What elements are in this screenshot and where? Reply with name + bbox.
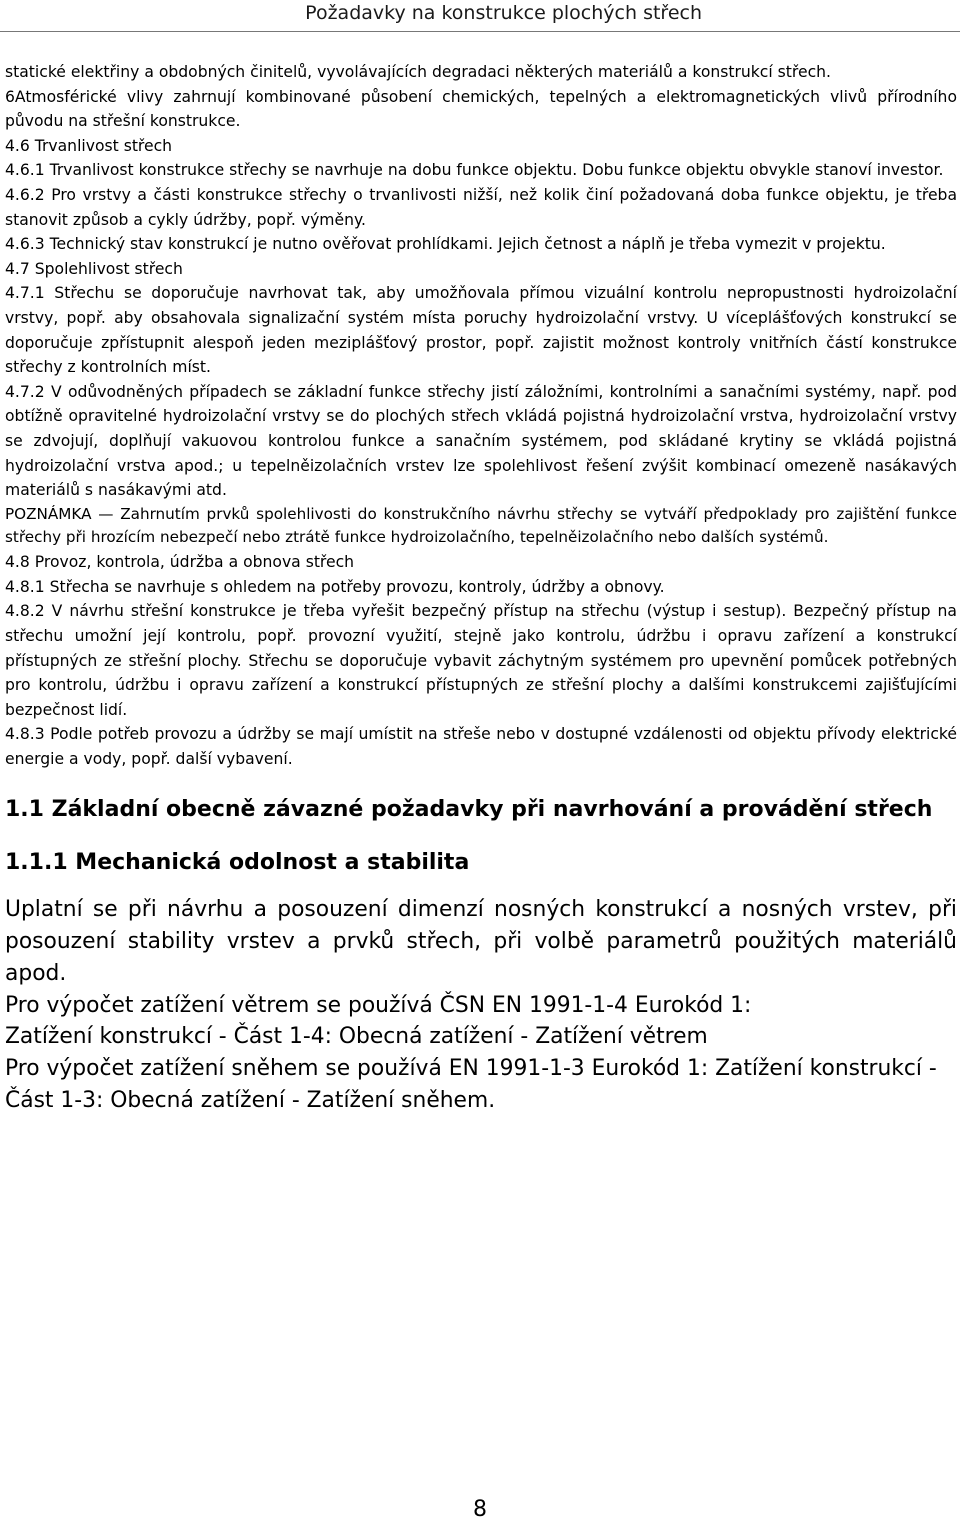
note-paragraph: POZNÁMKA — Zahrnutím prvků spolehlivosti do konstrukčního návrhu střechy se vytváří předpoklady pro zajištění funkce střechy při hrozícím nebezpečí nebo ztrátě funkce hydroizolačního, tepelněizolačního nebo dalších systémů. xyxy=(5,504,957,547)
section-heading-1-1-1: 1.1.1 Mechanická odolnost a stabilita xyxy=(5,850,470,876)
paragraph-snow-load: Pro výpočet zatížení sněhem se používá EN 1991-1-3 Eurokód 1: Zatížení konstrukcí - Část 1-3: Obecná zatížení - Zatížení sněhem. xyxy=(5,1056,937,1113)
paragraph-4-6-1: 4.6.1 Trvanlivost konstrukce střechy se navrhuje na dobu funkce objektu. Dobu funkce objektu obvykle stanoví investor. xyxy=(5,161,944,180)
paragraph-4-8-1: 4.8.1 Střecha se navrhuje s ohledem na potřeby provozu, kontroly, údržby a obnovy. xyxy=(5,577,665,596)
paragraph-degradation: statické elektřiny a obdobných činitelů, vyvolávajících degradaci některých materiálů a konstrukcí střech. xyxy=(5,63,831,81)
paragraph-4-7-1: 4.7.1 Střechu se doporučuje navrhovat tak, aby umožňovala přímou vizuální kontrolu nepropustnosti hydroizolační vrstvy, popř. aby obsahovala signalizační systém místa poruchy hydroizolační vrstvy. U víceplášťových konstrukcí se doporučuje zpřístupnit alespoň jeden meziplášťový prostor, popř. zajistit možnost kontroly vnitřních částí konstrukce střechy z kontrolních míst. xyxy=(5,284,957,377)
running-header xyxy=(0,0,960,32)
heading-4-8: 4.8 Provoz, kontrola, údržba a obnova střech xyxy=(5,553,355,572)
paragraph-wind-load-line2: Zatížení konstrukcí - Část 1-4: Obecná zatížení - Zatížení větrem xyxy=(5,1024,708,1050)
section-heading-1-1: 1.1 Základní obecně závazné požadavky při navrhování a provádění střech xyxy=(5,796,933,822)
heading-4-7: 4.7 Spolehlivost střech xyxy=(5,259,183,278)
paragraph-4-8-3: 4.8.3 Podle potřeb provozu a údržby se mají umístit na střeše nebo v dostupné vzdálenosti od objektu přívody elektrické energie a vody, popř. další vybavení. xyxy=(5,725,957,769)
paragraph-4-7-2: 4.7.2 V odůvodněných případech se základní funkce střechy jistí záložními, kontrolními a sanačními systémy, např. pod obtížně opravitelné hydroizolační vrstvy se do plochých střech vkládá pojistná hydroizolační vrstva, hydroizolační vrstvy se zdvojují, doplňují vakuovou kontrolou funkce a sanačním systémem, pod skládané krytiny se vkládá pojistná hydroizolační vrstva apod.; u tepelněizolačních vrstev lze spolehlivost řešení zvýšit kombinací omezeně nasákavých materiálů s nasákavými atd. xyxy=(5,382,957,500)
document-body xyxy=(5,60,957,1117)
paragraph-4-6-2: 4.6.2 Pro vrstvy a části konstrukce střechy o trvanlivosti nižší, než kolik činí požadovaná doba funkce objektu, je třeba stanovit způsob a cykly údržby, popř. výměny. xyxy=(5,185,957,229)
heading-4-6: 4.6 Trvanlivost střech xyxy=(5,136,173,155)
paragraph-atmospheric: 6Atmosférické vlivy zahrnují kombinované působení chemických, tepelných a elektromagnetických vlivů přírodního původu na střešní konstrukce. xyxy=(5,87,957,131)
header-title: Požadavky na konstrukce plochých střech xyxy=(305,2,702,24)
paragraph-mechanical: Uplatní se při návrhu a posouzení dimenzí nosných konstrukcí a nosných vrstev, při posouzení stability vrstev a prvků střech, při volbě parametrů použitých materiálů apod. xyxy=(5,897,957,986)
page-number: 8 xyxy=(473,1497,487,1522)
paragraph-4-8-2: 4.8.2 V návrhu střešní konstrukce je třeba vyřešit bezpečný přístup na střechu (výstup i sestup). Bezpečný přístup na střechu umožní její kontrolu, popř. provozní využití, stejně jako kontrolu, údržbu i opravu zařízení a konstrukcí přístupných ze střešní plochy. Střechu se doporučuje vybavit záchytným systémem pro upevnění pomůcek potřebných pro kontrolu, údržbu i opravu zařízení a konstrukcí přístupných ze střešní plochy a dalšími konstrukcemi zajišťujícími bezpečnost lidí. xyxy=(5,602,957,719)
header-rule xyxy=(0,31,960,32)
paragraph-4-6-3: 4.6.3 Technický stav konstrukcí je nutno ověřovat prohlídkami. Jejich četnost a náplň je třeba vymezit v projektu. xyxy=(5,235,886,254)
paragraph-wind-load-line1: Pro výpočet zatížení větrem se používá ČSN EN 1991-1-4 Eurokód 1: xyxy=(5,992,752,1018)
